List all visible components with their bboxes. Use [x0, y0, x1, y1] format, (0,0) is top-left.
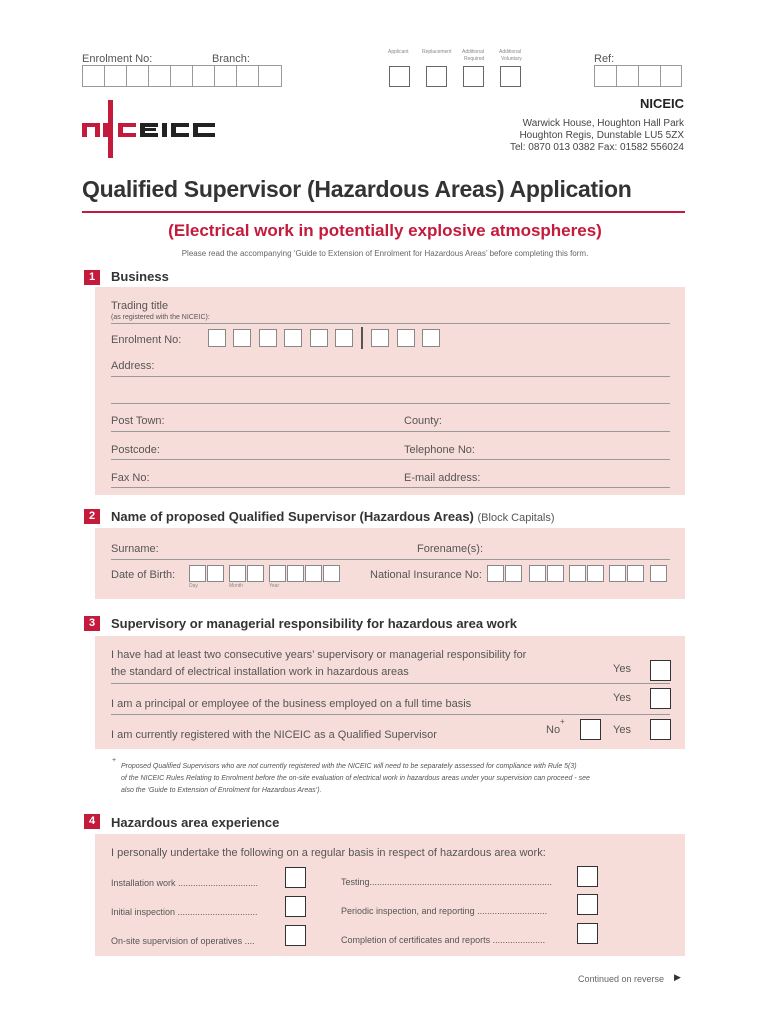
initial-inspection-checkbox[interactable] [285, 896, 306, 917]
section-3-heading: Supervisory or managerial responsibility for hazardous area work [111, 616, 518, 631]
section-1-number: 1 [84, 270, 100, 285]
q2-yes-label: Yes [613, 692, 631, 704]
fax-email-field[interactable] [111, 487, 670, 488]
periodic-inspection-label: Periodic inspection, and reporting ............................ [341, 906, 548, 916]
title-rule [82, 211, 685, 213]
instruction-text: Please read the accompanying ‘Guide to Extension of Enrolment for Hazardous Areas’ before completing this form. [181, 249, 589, 258]
footnote-line1: Proposed Qualified Supervisors who are not currently registered with the NICEIC will need to be separately assessed for compliance with Rule 5(3) [121, 763, 577, 770]
niceic-logo [82, 100, 217, 160]
section-4-intro: I personally undertake the following on a regular basis in respect of hazardous area work: [111, 847, 546, 859]
continued-arrow-icon: ▶ [674, 972, 681, 982]
replacement-checkbox[interactable] [426, 66, 447, 87]
type-additional-voluntary-label: Additional [499, 49, 521, 55]
org-name: NICEIC [639, 96, 684, 111]
q3-yes-label: Yes [613, 724, 631, 736]
section-1-heading: Business [111, 269, 169, 284]
q3-no-plus: + [560, 717, 565, 726]
certificates-label: Completion of certificates and reports ..................... [341, 935, 546, 945]
enrolment-no-label: Enrolment No: [82, 53, 153, 65]
periodic-inspection-checkbox[interactable] [577, 894, 598, 915]
section-2-heading-text: Name of proposed Qualified Supervisor (Hazardous Areas) [111, 509, 474, 524]
applicant-checkbox[interactable] [389, 66, 410, 87]
type-replacement-label: Replacement [422, 49, 452, 55]
email-label: E-mail address: [404, 472, 481, 484]
continued-text: Continued on reverse [578, 974, 665, 984]
onsite-supervision-checkbox[interactable] [285, 925, 306, 946]
q3-text: I am currently registered with the NICEIC as a Qualified Supervisor [111, 729, 437, 741]
trading-title-field[interactable] [111, 323, 670, 324]
section-2-heading-note: (Block Capitals) [477, 512, 555, 524]
initial-inspection-label: Initial inspection ................................ [111, 907, 258, 917]
page-subtitle: (Electrical work in potentially explosive atmospheres) [168, 221, 602, 240]
address-line-1[interactable] [111, 376, 670, 377]
section-2-heading [111, 509, 555, 524]
q2-yes-checkbox[interactable] [650, 688, 671, 709]
dob-day-label: Day [189, 583, 198, 589]
page-title: Qualified Supervisor (Hazardous Areas) Application [82, 176, 632, 202]
type-additional-voluntary-sub: Voluntary [501, 56, 522, 62]
testing-checkbox[interactable] [577, 866, 598, 887]
type-additional-required-sub: Required [464, 56, 485, 62]
type-additional-required-label: Additional [462, 49, 484, 55]
ref-boxes[interactable] [594, 65, 682, 87]
fax-label: Fax No: [111, 472, 150, 484]
footnote-plus: + [112, 757, 117, 764]
surname-forenames-field[interactable] [111, 559, 670, 560]
q1-text-line2: the standard of electrical installation work in hazardous areas [111, 666, 409, 678]
postcode-label: Postcode: [111, 444, 160, 456]
section-2-panel [95, 528, 685, 599]
address-line-2[interactable] [111, 403, 670, 404]
type-applicant-label: Applicant [388, 49, 409, 55]
q3-no-checkbox[interactable] [580, 719, 601, 740]
q3-no-label: No [546, 724, 561, 736]
footnote-line2: of the NICEIC Rules Relating to Enrolment before the on-site evaluation of electrical work in hazardous areas under your supervision can proceed - see [121, 775, 590, 782]
post-town-label: Post Town: [111, 415, 165, 427]
section-4-number: 4 [84, 814, 100, 829]
enrolment-no-label-s1: Enrolment No: [111, 334, 182, 346]
dob-month-label: Month [229, 583, 243, 589]
ni-label: National Insurance No: [370, 569, 482, 581]
certificates-checkbox[interactable] [577, 923, 598, 944]
onsite-supervision-label: On-site supervision of operatives .... [111, 936, 255, 946]
q2-divider [111, 714, 670, 715]
org-contact: Tel: 0870 013 0382 Fax: 01582 556024 [509, 142, 684, 153]
section-4-heading: Hazardous area experience [111, 815, 280, 830]
surname-label: Surname: [111, 543, 159, 555]
postcode-telephone-field[interactable] [111, 459, 670, 460]
trading-title-label: Trading title [111, 300, 169, 312]
address-label: Address: [111, 360, 155, 372]
org-address-line1: Warwick House, Houghton Hall Park [522, 118, 684, 129]
q1-yes-checkbox[interactable] [650, 660, 671, 681]
additional-required-checkbox[interactable] [463, 66, 484, 87]
post-town-county-field[interactable] [111, 431, 670, 432]
q2-text: I am a principal or employee of the business employed on a full time basis [111, 698, 472, 710]
q1-yes-label: Yes [613, 663, 631, 675]
section-2-number: 2 [84, 509, 100, 524]
q3-yes-checkbox[interactable] [650, 719, 671, 740]
branch-label: Branch: [212, 53, 250, 65]
q1-divider [111, 683, 670, 684]
telephone-label: Telephone No: [404, 444, 475, 456]
org-address-line2: Houghton Regis, Dunstable LU5 5ZX [519, 130, 684, 141]
q1-text-line1: I have had at least two consecutive years’ supervisory or managerial responsibility for [111, 649, 527, 661]
ref-label: Ref: [594, 53, 615, 65]
county-label: County: [404, 415, 442, 427]
enrolment-no-boxes[interactable] [82, 65, 282, 87]
dob-label: Date of Birth: [111, 569, 176, 581]
installation-work-label: Installation work ................................ [111, 878, 259, 888]
section-3-number: 3 [84, 616, 100, 631]
forenames-label: Forename(s): [417, 543, 484, 555]
trading-title-sub: (as registered with the NICEIC): [111, 314, 210, 321]
additional-voluntary-checkbox[interactable] [500, 66, 521, 87]
dob-year-label: Year [269, 583, 280, 589]
testing-label: Testing......................................................................... [341, 877, 553, 887]
installation-work-checkbox[interactable] [285, 867, 306, 888]
footnote-line3: also the ‘Guide to Extension of Enrolment for Hazardous Areas’). [121, 787, 322, 794]
